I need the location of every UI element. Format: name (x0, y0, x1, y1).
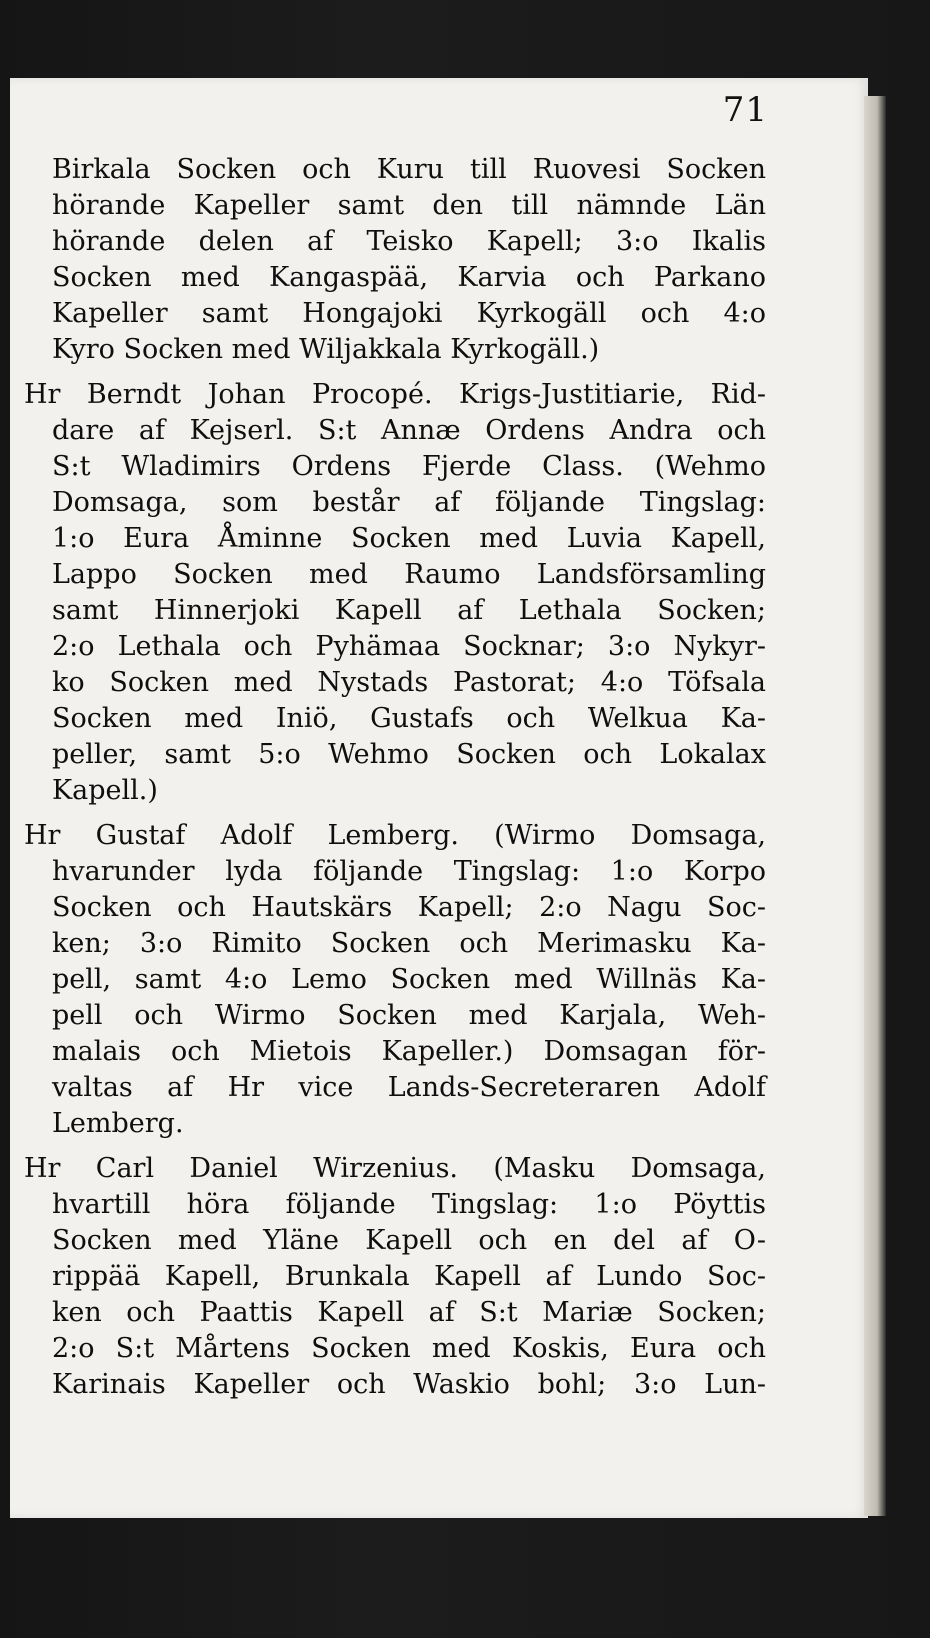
text-line: dare af Kejserl. S:t Annæ Ordens Andra och (52, 415, 766, 446)
text-line: Socken med Yläne Kapell och en del af O- (52, 1225, 766, 1256)
text-line: Domsaga, som består af följande Tingslag: (52, 487, 766, 518)
text-line: Karinais Kapeller och Waskio bohl; 3:o Lun- (52, 1369, 766, 1400)
text-line: 2:o Lethala och Pyhämaa Socknar; 3:o Nykyr- (52, 631, 766, 662)
page-edge (864, 96, 886, 1516)
text-line: ken; 3:o Rimito Socken och Merimasku Ka- (52, 928, 766, 959)
text-line: Lemberg. (52, 1108, 184, 1139)
text-line: Socken med Iniö, Gustafs och Welkua Ka- (52, 703, 766, 734)
text-line: Kapell.) (52, 775, 158, 806)
text-line: valtas af Hr vice Lands-Secreteraren Adolf (52, 1072, 766, 1103)
text-line: hvarunder lyda följande Tingslag: 1:o Korpo (52, 856, 766, 887)
text-line: 1:o Eura Åminne Socken med Luvia Kapell, (52, 523, 766, 554)
text-line: pell, samt 4:o Lemo Socken med Willnäs Ka- (52, 964, 766, 995)
book-page (10, 78, 868, 1518)
text-line: Kapeller samt Hongajoki Kyrkogäll och 4:o (52, 298, 766, 329)
text-line: samt Hinnerjoki Kapell af Lethala Socken; (52, 595, 766, 626)
text-line: rippää Kapell, Brunkala Kapell af Lundo Soc- (52, 1261, 766, 1292)
entry-heading-line: Hr Berndt Johan Procopé. Krigs-Justitiarie, Rid- (24, 379, 766, 410)
text-line: ko Socken med Nystads Pastorat; 4:o Töfsala (52, 667, 766, 698)
page-number: 71 (722, 90, 768, 130)
text-line: peller, samt 5:o Wehmo Socken och Lokalax (52, 739, 766, 770)
text-line: Kyro Socken med Wiljakkala Kyrkogäll.) (52, 334, 600, 365)
text-line: hvartill höra följande Tingslag: 1:o Pöyttis (52, 1189, 766, 1220)
text-line: hörande delen af Teisko Kapell; 3:o Ikalis (52, 226, 766, 257)
text-line: malais och Mietois Kapeller.) Domsagan för- (52, 1036, 766, 1067)
entry-heading-line: Hr Gustaf Adolf Lemberg. (Wirmo Domsaga, (24, 820, 766, 851)
text-line: Socken och Hautskärs Kapell; 2:o Nagu Soc- (52, 892, 766, 923)
text-line: S:t Wladimirs Ordens Fjerde Class. (Wehmo (52, 451, 766, 482)
text-line: hörande Kapeller samt den till nämnde Län (52, 190, 766, 221)
text-line: Birkala Socken och Kuru till Ruovesi Socken (52, 154, 766, 185)
entry-heading-line: Hr Carl Daniel Wirzenius. (Masku Domsaga, (24, 1153, 766, 1184)
text-line: Lappo Socken med Raumo Landsförsamling (52, 559, 766, 590)
text-line: Socken med Kangaspää, Karvia och Parkano (52, 262, 766, 293)
text-line: 2:o S:t Mårtens Socken med Koskis, Eura och (52, 1333, 766, 1364)
text-line: pell och Wirmo Socken med Karjala, Weh- (52, 1000, 766, 1031)
text-line: ken och Paattis Kapell af S:t Mariæ Socken; (52, 1297, 766, 1328)
